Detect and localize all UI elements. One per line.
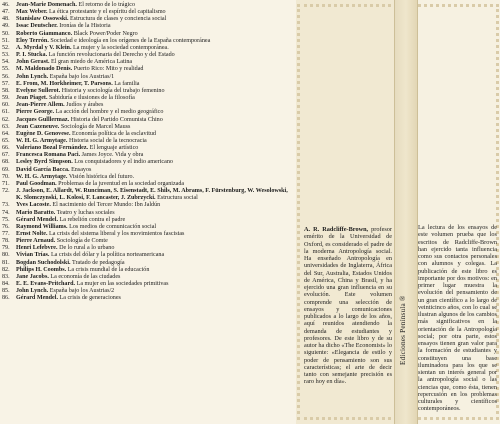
catalogue-entry [16,202,294,209]
catalogue-item [2,95,294,102]
catalogue-title: Estructura de clases y conciencia social [70,16,167,23]
catalogue-number: 53. [2,52,10,59]
catalogue-item [2,159,294,166]
catalogue-author: Mario Baratto. [16,209,56,216]
catalogue-title: España bajo los Austrias/2 [49,288,115,295]
catalogue-author: Jean-Marie Domenach. [16,2,77,8]
catalogue-author: Jean Piaget. [16,95,48,102]
catalogue-author: Ernst Nolte. [16,231,48,237]
catalogue-title: Ironías de la Historia [59,23,111,30]
catalogue-author: Pierre Arnaud. [16,238,56,245]
catalogue-number: 63. [2,123,10,130]
catalogue-title: Los medios de comunicación social [69,223,157,230]
catalogue-item [2,281,294,288]
catalogue-author: Lesley Byrd Simpson. [16,159,73,166]
catalogue-author: Yves Lacoste. [16,202,51,209]
catalogue-number: 57. [2,80,10,87]
catalogue-title: El gran miedo de América Latina [51,59,133,66]
catalogue-item [2,267,294,274]
catalogue-number: 62. [2,116,10,123]
catalogue-author: Henri Lefebvre. [16,245,58,252]
catalogue-item [2,59,294,66]
catalogue-author: M. Maldonado Denis. [16,66,73,73]
catalogue-author: Eloy Terrón. [16,37,49,44]
catalogue-number: 58. [2,87,10,94]
catalogue-item [2,38,294,45]
catalogue-item [2,74,294,81]
catalogue-title: Ensayos [71,166,92,173]
catalogue-entry [16,117,294,124]
catalogue-title: La familia [114,80,140,87]
catalogue-item [2,252,294,259]
catalogue-number: 75. [2,216,10,223]
catalogue-item [2,224,294,231]
catalogue-item [2,188,294,202]
catalogue-entry [16,138,294,145]
catalogue-entry [16,167,294,174]
catalogue-entry [16,152,294,159]
catalogue-author: Issac Deutscher. [16,23,58,30]
catalogue-title: Historia del Partido Comunista Chino [70,116,163,123]
catalogue-item [2,2,294,9]
catalogue-item [2,167,294,174]
catalogue-number: 66. [2,145,10,152]
catalogue-entry [16,16,294,23]
flap-text-column-left [304,226,392,386]
catalogue-entry [16,252,294,259]
catalogue-title: La mujer en las sociedades primitivas [76,281,169,288]
catalogue-entry [16,217,294,224]
catalogue-title: Puerto Rico: Mito y realidad [73,66,144,73]
flap-author: A. R. Radcliffe-Brown, [304,226,369,233]
catalogue-number: 77. [2,231,10,237]
catalogue-entry [16,260,294,267]
catalogue-entry [16,281,294,288]
catalogue-title: James Joyce. Vida y obra [81,152,144,159]
catalogue-item [2,245,294,252]
catalogue-author: Vivian Trías. [16,252,50,259]
catalogue-list [2,2,294,303]
catalogue-number: 55. [2,66,10,73]
catalogue-entry [16,31,294,38]
catalogue-author: Jane Jacobs. [16,273,49,280]
catalogue-item [2,217,294,224]
catalogue-title: Sociología de Comte [56,238,108,245]
catalogue-entry [16,245,294,252]
catalogue-title: El lenguaje artístico [89,145,139,152]
spine-publisher: Ediciones Península ® [399,295,407,365]
catalogue-title: La crisis de generaciones [59,295,121,302]
catalogue-number: 65. [2,137,10,144]
catalogue-item [2,295,294,302]
catalogue-entry [16,188,294,202]
catalogue-item [2,260,294,267]
catalogue-item [2,88,294,95]
catalogue-title: Tratado de pedagogía [71,259,125,266]
catalogue-entry [16,145,294,152]
catalogue-number: 81. [2,259,10,266]
catalogue-title: Black Power/Poder Negro [73,30,138,37]
catalogue-entry [16,210,294,217]
catalogue-item [2,9,294,16]
catalogue-number: 51. [2,37,10,44]
catalogue-author: P. I. Stucka. [16,52,48,59]
catalogue-number: 47. [2,9,10,16]
catalogue-item [2,117,294,124]
catalogue-entry [16,88,294,95]
catalogue-title: El nacimiento del Tercer Mundo: Ibn Jaldún [52,202,161,209]
catalogue-entry [16,124,294,131]
catalogue-author: Paul Goodman. [16,180,57,187]
catalogue-entry [16,224,294,231]
catalogue-title: De lo rural a lo urbano [59,245,115,252]
catalogue-title: Sociedad e ideología en los orígenes de la España contemporánea [50,37,211,44]
catalogue-number: 74. [2,209,10,216]
catalogue-title: La crisis del sistema liberal y los movimientos fascistas [49,231,185,237]
catalogue-number: 71. [2,180,10,187]
catalogue-number: 59. [2,95,10,102]
catalogue-author: J. Jackson, E. Allardt, W. Runciman, S. Eisenstadt, E. Shils, M. Abrams, F. Fürstenburg, W. Wesolowski, K. Slomczynski, L. Kolosi, F. Lancaster, J. Zubrzycki. [16,188,288,202]
catalogue-author: E. From, M. Horkheimer, T. Parsons. [16,80,113,87]
catalogue-item [2,23,294,30]
catalogue-item [2,238,294,245]
catalogue-number: 76. [2,223,10,230]
catalogue-entry [16,95,294,102]
catalogue-item [2,174,294,181]
catalogue-number: 54. [2,59,10,66]
flap-text-column-right [418,224,497,413]
catalogue-item [2,124,294,131]
catalogue-item [2,66,294,73]
catalogue-item [2,52,294,59]
catalogue-entry [16,2,294,9]
catalogue-title: Los conquistadores y el indio americano [74,159,173,166]
flap-body-right: La lectura de los ensayos de este volumen prueba que los escritos de Radcliffe-Brown han ejercido tanta influencia como sus contactos personales con alumnos y colegas. La publicación de este libro es importante por dos motivos: en primer lugar muestra la evolución del pensamiento de un gran científico a lo largo de veinticinco años, con lo cual se ilustran algunos de los cambios más significativos en la orientación de la Antropología social; por otra parte, estos ensayos tienen gran valor para la formación de estudiantes y constituyen una base iluminadora para los que se sientan un interés general por la antropología social o las ciencias que, como ésta, tienen repercusión en los problemas culturales y científicos contemporáneos. [418,224,497,413]
catalogue-entry [16,295,294,302]
catalogue-number: 46. [2,2,10,8]
catalogue-entry [16,159,294,166]
catalogue-item [2,109,294,116]
catalogue-author: Raymond Williams. [16,223,68,230]
catalogue-number: 69. [2,166,10,173]
catalogue-entry [16,267,294,274]
catalogue-entry [16,52,294,59]
catalogue-number: 85. [2,288,10,295]
catalogue-title: Sociología de Marcel Mauss [60,123,131,130]
catalogue-entry [16,109,294,116]
catalogue-title: Historia social de la tecnocracia [68,137,147,144]
catalogue-author: Gérard Mendel. [16,216,58,223]
catalogue-entry [16,131,294,138]
catalogue-author: John Lynch. [16,73,49,80]
catalogue-entry [16,74,294,81]
catalogue-number: 64. [2,130,10,137]
catalogue-author: Francesca Romana Paci. [16,152,81,159]
catalogue-item [2,145,294,152]
catalogue-entry [16,59,294,66]
catalogue-author: Max Weber. [16,9,48,16]
catalogue-item [2,81,294,88]
catalogue-title: Visión histórica del futuro. [68,173,135,180]
catalogue-entry [16,288,294,295]
catalogue-author: Roberto Giammanco. [16,30,73,37]
catalogue-item [2,181,294,188]
catalogue-title: Sabiduría e ilusiones de la filosofía [49,95,135,102]
catalogue-title: Economía política de la esclavitud [72,130,156,137]
catalogue-entry [16,23,294,30]
catalogue-entry [16,174,294,181]
catalogue-item [2,152,294,159]
catalogue-author: E. E. Evans-Pritchard. [16,281,76,288]
catalogue-entry [16,9,294,16]
catalogue-title: La economía de las ciudades [50,273,121,280]
catalogue-number: 50. [2,30,10,37]
catalogue-number: 68. [2,159,10,166]
catalogue-number: 67. [2,152,10,159]
catalogue-number: 70. [2,173,10,180]
catalogue-number: 86. [2,295,10,302]
catalogue-author: Valeriano Bozal Fernández. [16,145,89,152]
catalogue-number: 79. [2,245,10,252]
catalogue-author: Jean-Pierre Allem. [16,102,65,109]
catalogue-author: John Lynch. [16,288,49,295]
catalogue-author: Stanislaw Ossowski. [16,16,69,23]
catalogue-number: 84. [2,281,10,288]
catalogue-item [2,202,294,209]
catalogue-number: 72. [2,188,10,195]
catalogue-title: La crisis mundial de la educación [67,266,150,273]
catalogue-number: 83. [2,273,10,280]
catalogue-entry [16,66,294,73]
catalogue-author: John Gerast. [16,59,50,66]
catalogue-author: W. H. G. Armytage. [16,173,68,180]
catalogue-number: 80. [2,252,10,259]
catalogue-item [2,231,294,238]
catalogue-number: 56. [2,73,10,80]
catalogue-item [2,131,294,138]
catalogue-author: A. Myrdal y V. Klein. [16,44,72,51]
catalogue-author: Philips H. Coombs. [16,266,67,273]
catalogue-author: Pierre George. [16,109,55,116]
catalogue-entry [16,238,294,245]
catalogue-title: Historia y sociología del trabajo femenino [61,87,165,94]
catalogue-number: 48. [2,16,10,23]
catalogue-title: Estructura social [157,195,198,202]
catalogue-number: 73. [2,202,10,209]
catalogue-title: España bajo los Austrias/1 [49,73,115,80]
catalogue-item [2,16,294,23]
catalogue-number: 52. [2,44,10,51]
catalogue-title: La mujer y la sociedad contemporánea. [73,44,169,51]
catalogue-entry [16,274,294,281]
catalogue-title: El retorno de lo trágico [78,2,135,8]
catalogue-author: Evelyne Sullerot. [16,87,61,94]
catalogue-author: W. H. G. Armytage. [16,137,68,144]
catalogue-item [2,31,294,38]
catalogue-title: La rebelión contra el padre [59,216,126,223]
flap-body-left: profesor emérito de la Universidad de Oxford, es considerado el padre de la moderna Antropología social. Ha enseñado Antropología en universidades de Inglaterra, África del Sur, Australia, Estados Unidos de América, China y Brasil, y ha ejercido una gran influencia en su evolución. Este volumen comprende una selección de ensayos y comunicaciones publicados a lo largo de los años, aquí reunidos atendiendo la demanda de estudiantes y profesores. De este libro y de su autor ha dicho «The Economist» lo siguiente: «Elegancia de estilo y poder de pensamiento son sus características; el arte de decir tanto con semejante precisión es raro hoy en día». [304,226,393,386]
catalogue-number: 61. [2,109,10,116]
catalogue-item [2,274,294,281]
catalogue-item [2,138,294,145]
catalogue-title: Teatro y luchas sociales [56,209,115,216]
catalogue-title: La acción del hombre y el medio geográfico [55,109,164,116]
catalogue-title: La ética protestante y el espíritu del capitalismo [49,9,166,16]
catalogue-author: Eugène D. Genovese. [16,130,71,137]
catalogue-number: 49. [2,23,10,30]
catalogue-title: La función revolucionaria del Derecho y del Estado [48,52,175,59]
catalogue-number: 82. [2,266,10,273]
catalogue-item [2,210,294,217]
catalogue-title: La crisis del dólar y la política norteamericana [50,252,165,259]
catalogue-title: Problemas de la juventud en la sociedad organizada [58,180,185,187]
catalogue-entry [16,38,294,45]
catalogue-author: Gérard Mendel. [16,295,58,302]
catalogue-title: Judíos y árabes [66,102,104,109]
catalogue-entry [16,181,294,188]
catalogue-entry [16,231,294,238]
catalogue-author: Jean Cazeneuve. [16,123,60,130]
catalogue-number: 78. [2,238,10,245]
catalogue-author: Bogdan Suchodolski. [16,259,71,266]
catalogue-entry [16,81,294,88]
catalogue-author: Jacques Gulllermaz. [16,116,70,123]
catalogue-number: 60. [2,102,10,109]
catalogue-item [2,288,294,295]
catalogue-author: David García Bacca. [16,166,70,173]
